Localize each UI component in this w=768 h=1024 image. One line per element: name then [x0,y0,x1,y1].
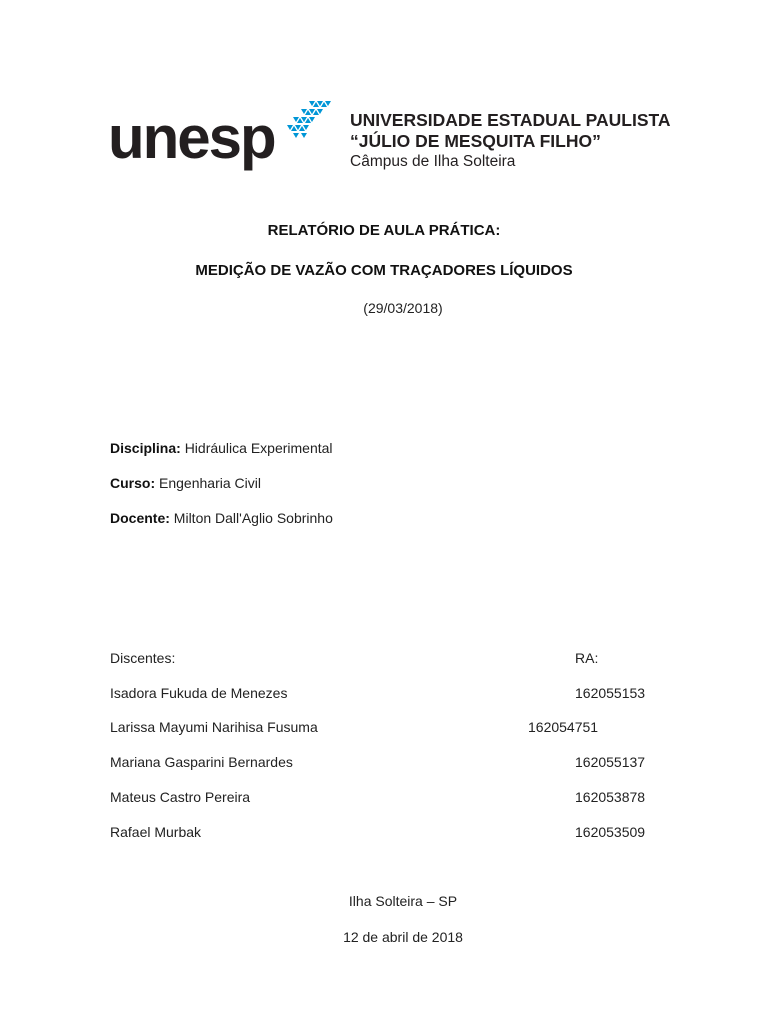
student-ra: 162054751 [528,719,599,735]
teacher-line [110,510,333,526]
report-title: RELATÓRIO DE AULA PRÁTICA: [267,222,501,239]
teacher-label: Docente: [110,510,170,526]
students-header-ra: RA: [575,650,599,666]
footer-location: Ilha Solteira – SP [348,893,458,909]
student-ra: 162053509 [575,824,646,840]
report-date: (29/03/2018) [363,300,443,316]
student-ra: 162053878 [575,789,646,805]
student-name: Larissa Mayumi Narihisa Fusuma [110,719,318,735]
student-name: Mateus Castro Pereira [110,789,251,805]
university-name: UNIVERSIDADE ESTADUAL PAULISTA [350,110,671,130]
course-label: Curso: [110,475,156,491]
student-ra: 162055153 [575,685,646,701]
teacher-value: Milton Dall'Aglio Sobrinho [173,510,333,526]
course-value: Engenharia Civil [159,475,261,491]
footer-date: 12 de abril de 2018 [343,929,463,945]
student-name: Isadora Fukuda de Menezes [110,685,288,701]
campus-name: Câmpus de Ilha Solteira [350,153,516,170]
student-name: Mariana Gasparini Bernardes [110,754,293,770]
course-line [110,475,261,491]
report-subject: MEDIÇÃO DE VAZÃO COM TRAÇADORES LÍQUIDOS [195,262,573,279]
discipline-label: Disciplina: [110,440,181,456]
student-name: Rafael Murbak [110,824,202,840]
discipline-value: Hidráulica Experimental [184,440,333,456]
discipline-line [110,440,333,456]
university-subtitle: “JÚLIO DE MESQUITA FILHO” [350,131,601,151]
students-header-label: Discentes: [110,650,176,666]
unesp-logo-text: unesp [108,104,275,171]
student-ra: 162055137 [575,754,646,770]
unesp-triangle-mark-icon [287,101,331,139]
